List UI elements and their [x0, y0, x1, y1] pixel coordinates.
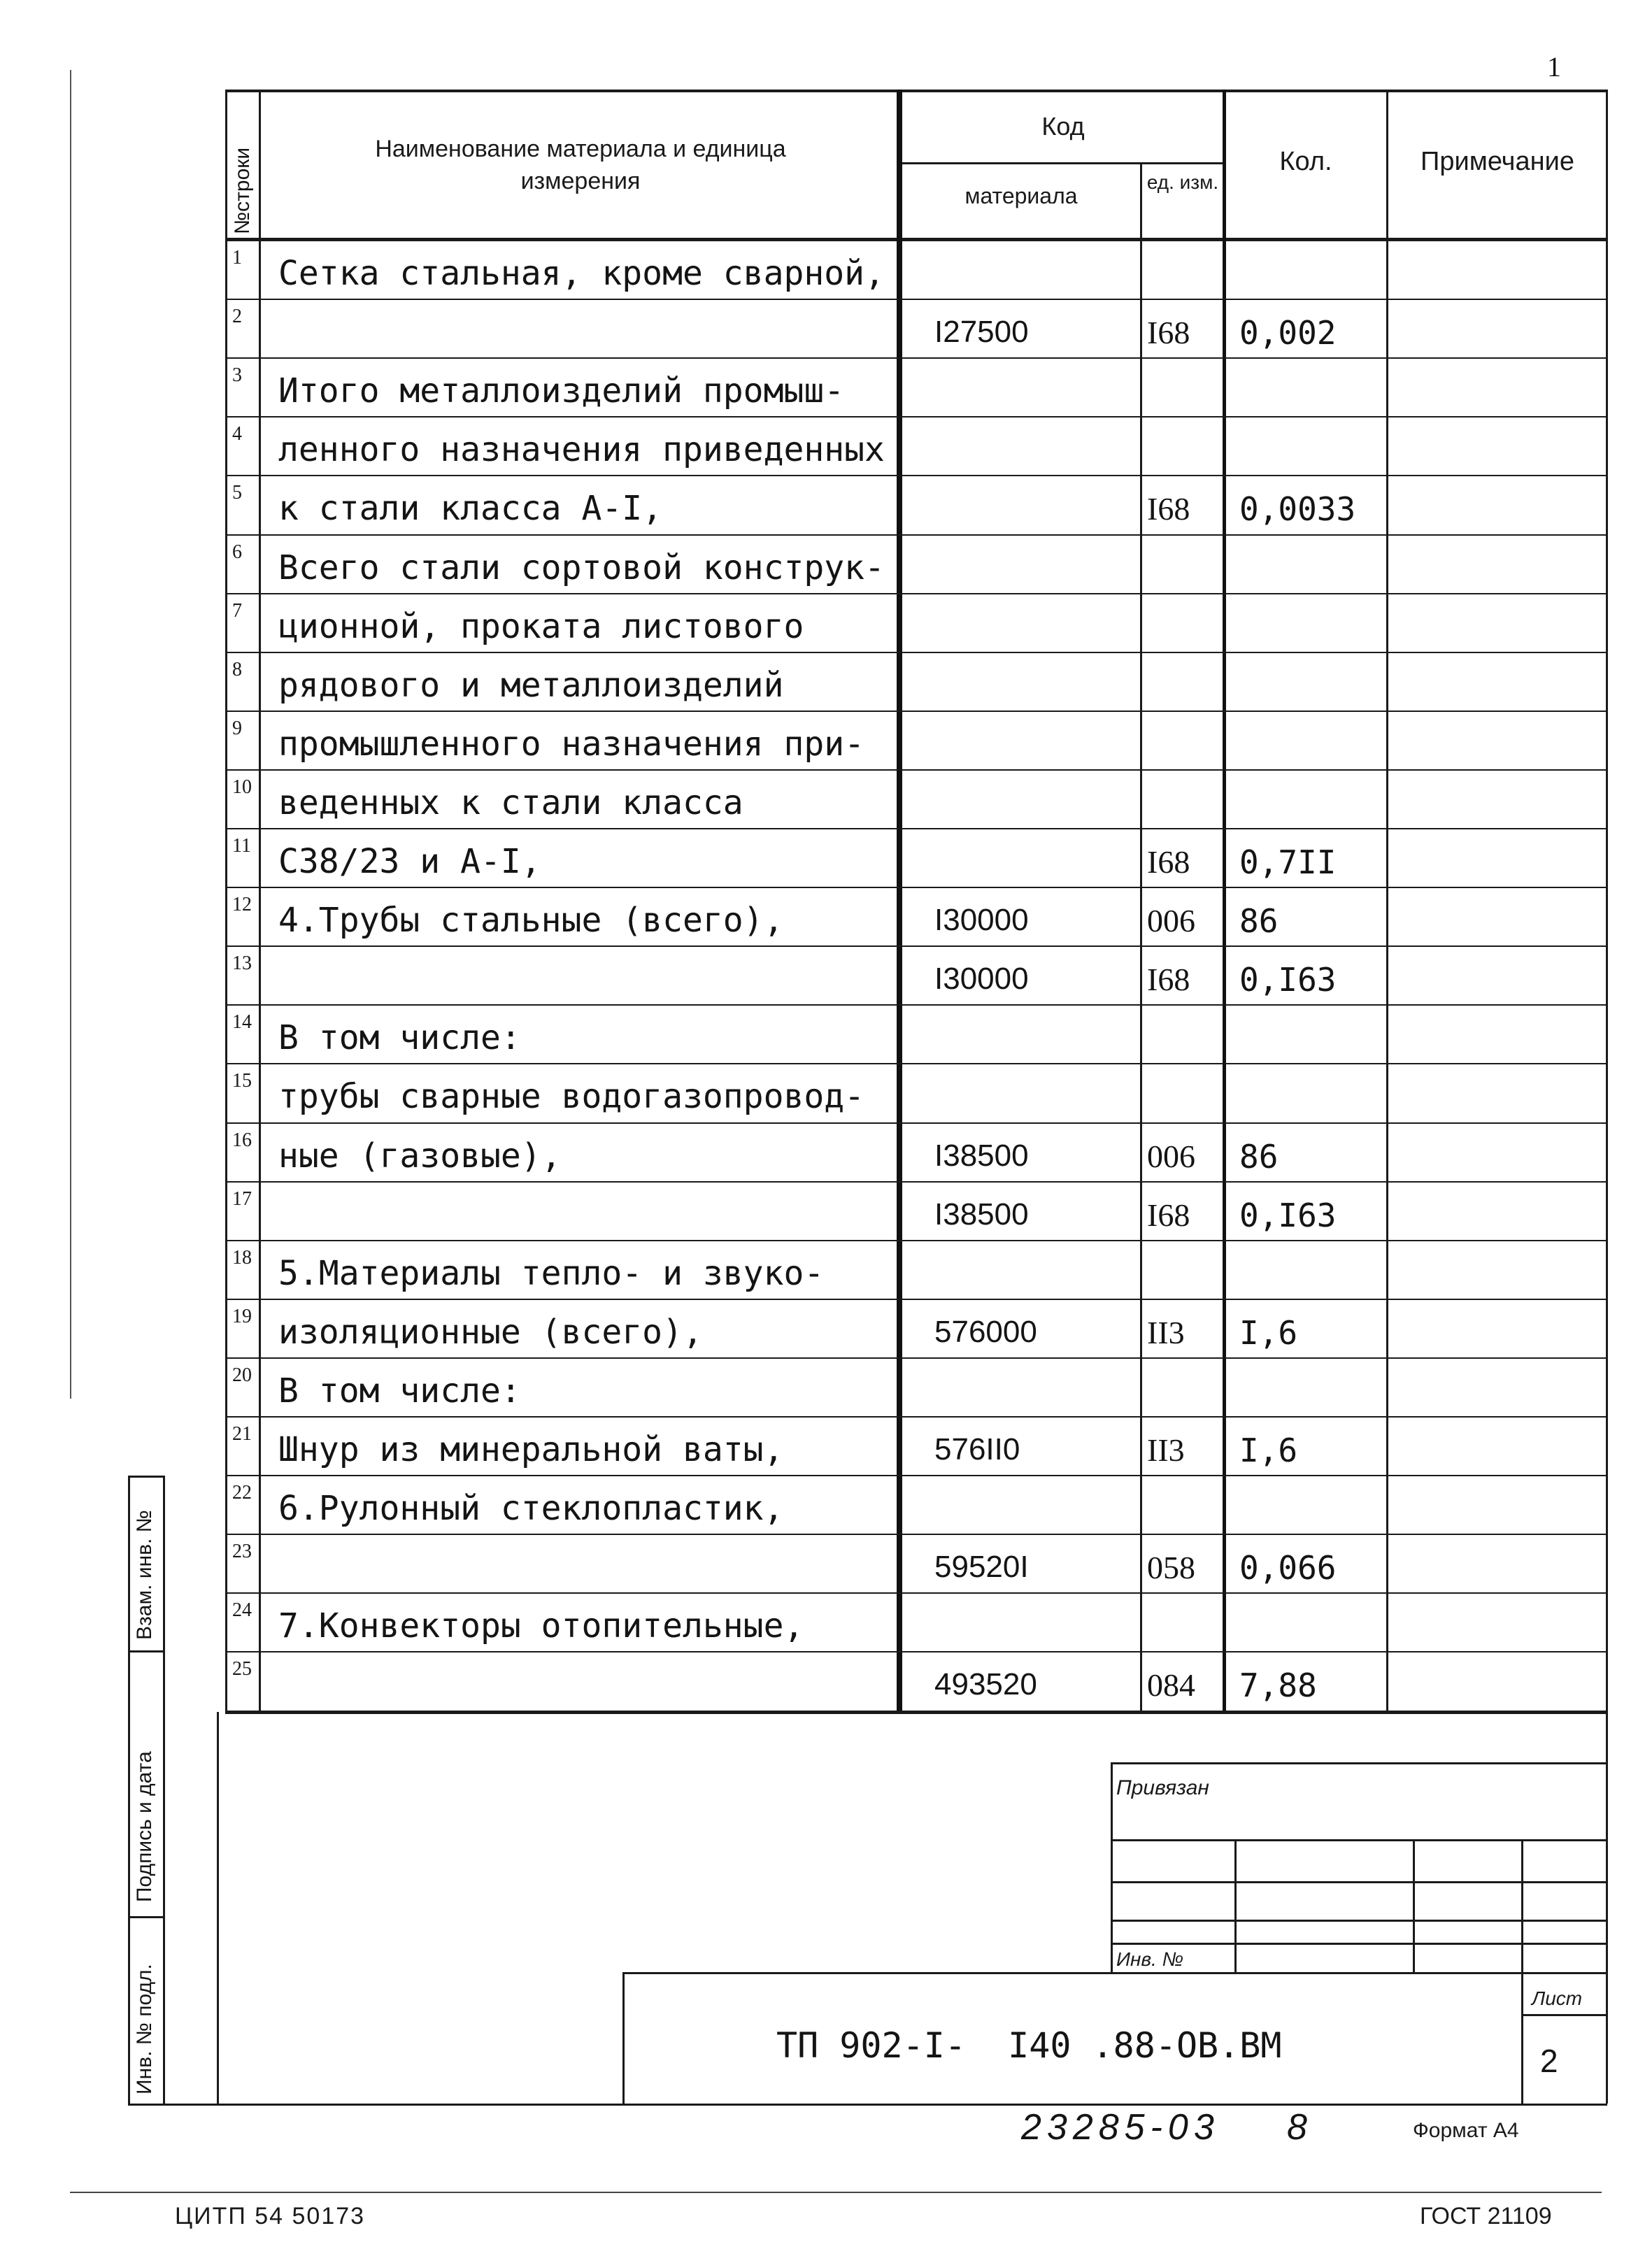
row-number: 5: [232, 482, 242, 504]
material-code: I38500: [934, 1138, 1029, 1173]
quantity: I,6: [1239, 1432, 1298, 1469]
row-number: 6: [232, 541, 242, 563]
material-code: 576II0: [934, 1432, 1020, 1466]
material-code: I30000: [934, 962, 1029, 997]
material-name: Шнур из минеральной ваты,: [278, 1430, 784, 1469]
inv-no-label: Инв. №: [1116, 1948, 1183, 1970]
material-name: Сетка стальная, кроме сварной,: [278, 254, 885, 293]
material-name: трубы сварные водогазопровод-: [278, 1077, 865, 1117]
row-number: 2: [232, 306, 242, 328]
quantity: 0,002: [1239, 314, 1337, 352]
citp-label: ЦИТП 54 50173: [175, 2203, 366, 2229]
row-number: 21: [232, 1423, 252, 1445]
row-number: 13: [232, 952, 252, 975]
material-code: I27500: [934, 315, 1029, 350]
quantity: 0,7II: [1239, 843, 1337, 881]
code-header: Код: [1041, 112, 1085, 141]
material-code: I30000: [934, 903, 1029, 938]
row-number: 15: [232, 1070, 252, 1092]
unit-code: 084: [1147, 1667, 1195, 1704]
row-number: 17: [232, 1187, 252, 1210]
code-unit-header: ед. изм.: [1146, 171, 1219, 193]
unit-code: 006: [1147, 903, 1195, 939]
row-number: 9: [232, 717, 242, 739]
row-number: 4: [232, 423, 242, 445]
quantity: 0,0033: [1239, 490, 1356, 529]
unit-code: I68: [1147, 491, 1190, 527]
row-number: 11: [232, 835, 251, 857]
handwritten-number: 23285-03: [1021, 2107, 1220, 2148]
row-number: 12: [232, 894, 252, 916]
material-name: В том числе:: [278, 1018, 521, 1058]
unit-code: I68: [1147, 315, 1190, 351]
privyazan-label: Привязан: [1116, 1776, 1209, 1799]
format-label: Формат А4: [1413, 2119, 1519, 2142]
material-name: 5.Материалы тепло- и звуко-: [278, 1253, 825, 1293]
row-number-header: №строки: [231, 147, 254, 234]
material-name: рядового и металлоизделий: [278, 665, 784, 705]
row-number: 22: [232, 1482, 252, 1504]
quantity: 0,I63: [1239, 1196, 1337, 1234]
row-number: 8: [232, 658, 242, 680]
row-number: 20: [232, 1364, 252, 1386]
inv-podl-label: Инв. № подл.: [133, 1964, 156, 2094]
material-code: I38500: [934, 1197, 1029, 1232]
material-name: Всего стали сортовой конструк-: [278, 548, 885, 587]
unit-code: I68: [1147, 962, 1190, 998]
row-number: 24: [232, 1599, 252, 1622]
page-number: 1: [1547, 51, 1561, 83]
name-header: Наименование материала и единица измерения: [375, 136, 786, 194]
handwritten-mark: 8: [1287, 2107, 1307, 2148]
material-name: ленного назначения приведенных: [278, 430, 885, 470]
unit-code: I68: [1147, 844, 1190, 880]
material-name: ционной, проката листового: [278, 606, 804, 646]
sheet-number: 2: [1540, 2043, 1558, 2079]
quantity: 86: [1239, 902, 1279, 941]
unit-code: 006: [1147, 1138, 1195, 1174]
note-header: Примечание: [1420, 147, 1574, 176]
material-code: 59520I: [934, 1550, 1029, 1585]
row-number: 10: [232, 776, 252, 798]
material-name: 4.Трубы стальные (всего),: [278, 901, 784, 941]
row-number: 25: [232, 1658, 252, 1680]
material-name: промышленного назначения при-: [278, 724, 865, 764]
row-number: 18: [232, 1246, 252, 1269]
document-code: ТП 902-I- I40 .88-ОВ.ВМ: [776, 2025, 1282, 2066]
row-number: 1: [232, 247, 242, 269]
unit-code: II3: [1147, 1432, 1185, 1468]
gost-label: ГОСТ 21109: [1420, 2203, 1552, 2229]
unit-code: II3: [1147, 1314, 1185, 1350]
qty-header: Кол.: [1279, 147, 1332, 176]
material-name: изоляционные (всего),: [278, 1312, 703, 1352]
material-code: 576000: [934, 1314, 1037, 1349]
podpis-data-label: Подпись и дата: [133, 1751, 156, 1902]
material-name: В том числе:: [278, 1371, 521, 1411]
quantity: 0,066: [1239, 1549, 1337, 1587]
code-material-header: материала: [964, 183, 1078, 208]
quantity: 7,88: [1239, 1666, 1317, 1705]
row-number: 19: [232, 1305, 252, 1327]
material-name: к стали класса А-I,: [278, 489, 663, 529]
unit-code: I68: [1147, 1197, 1190, 1233]
material-name: веденных к стали класса: [278, 783, 743, 822]
sheet-label: Лист: [1532, 1987, 1583, 2009]
vzam-inv-label: Взам. инв. №: [133, 1510, 156, 1640]
material-name: 7.Конвекторы отопительные,: [278, 1606, 804, 1646]
material-name: С38/23 и А-I,: [278, 842, 541, 881]
material-name: Итого металлоизделий промыш-: [278, 371, 845, 411]
unit-code: 058: [1147, 1550, 1195, 1586]
row-number: 7: [232, 599, 242, 622]
row-number: 23: [232, 1541, 252, 1563]
quantity: 0,I63: [1239, 961, 1337, 999]
material-code: 493520: [934, 1667, 1037, 1702]
material-name: ные (газовые),: [278, 1136, 562, 1176]
row-number: 14: [232, 1011, 252, 1034]
row-number: 16: [232, 1129, 252, 1151]
material-name: 6.Рулонный стеклопластик,: [278, 1489, 784, 1529]
row-number: 3: [232, 364, 242, 387]
quantity: 86: [1239, 1137, 1279, 1176]
quantity: I,6: [1239, 1313, 1298, 1352]
